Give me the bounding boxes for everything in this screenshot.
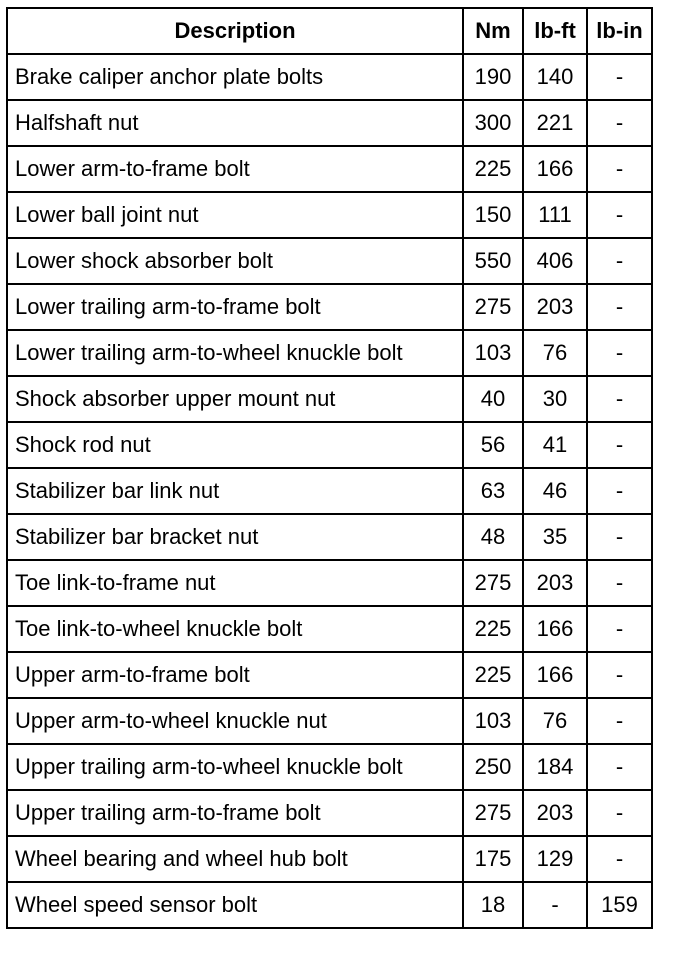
table-row (7, 376, 652, 422)
cell-nm: 18 (463, 882, 523, 928)
table-row (7, 192, 652, 238)
cell-nm: 56 (463, 422, 523, 468)
cell-description: Toe link-to-frame nut (7, 560, 463, 606)
cell-description: Upper trailing arm-to-wheel knuckle bolt (7, 744, 463, 790)
cell-description: Stabilizer bar bracket nut (7, 514, 463, 560)
cell-description: Upper arm-to-frame bolt (7, 652, 463, 698)
cell-nm: 225 (463, 146, 523, 192)
cell-nm: 275 (463, 790, 523, 836)
cell-description: Lower ball joint nut (7, 192, 463, 238)
cell-description: Shock absorber upper mount nut (7, 376, 463, 422)
header-lb-ft: lb-ft (523, 8, 587, 54)
table-row (7, 330, 652, 376)
table-row (7, 882, 652, 928)
cell-lb-in: - (587, 376, 652, 422)
cell-lb-in: - (587, 790, 652, 836)
table-header-row (7, 8, 652, 54)
cell-description: Stabilizer bar link nut (7, 468, 463, 514)
cell-lb-in: - (587, 238, 652, 284)
cell-nm: 275 (463, 560, 523, 606)
header-lb-in: lb-in (587, 8, 652, 54)
torque-spec-table (6, 7, 653, 929)
cell-lb-ft: 76 (523, 698, 587, 744)
cell-lb-in: - (587, 836, 652, 882)
cell-lb-ft: 35 (523, 514, 587, 560)
cell-lb-in: - (587, 422, 652, 468)
header-nm: Nm (463, 8, 523, 54)
cell-lb-in: - (587, 146, 652, 192)
table-row (7, 790, 652, 836)
cell-nm: 275 (463, 284, 523, 330)
table-row (7, 652, 652, 698)
cell-lb-ft: 221 (523, 100, 587, 146)
cell-lb-ft: 166 (523, 606, 587, 652)
cell-description: Lower shock absorber bolt (7, 238, 463, 284)
cell-nm: 550 (463, 238, 523, 284)
cell-description: Halfshaft nut (7, 100, 463, 146)
cell-nm: 48 (463, 514, 523, 560)
cell-description: Toe link-to-wheel knuckle bolt (7, 606, 463, 652)
cell-lb-ft: 406 (523, 238, 587, 284)
cell-lb-ft: 76 (523, 330, 587, 376)
cell-lb-ft: 203 (523, 284, 587, 330)
cell-description: Upper arm-to-wheel knuckle nut (7, 698, 463, 744)
cell-description: Wheel bearing and wheel hub bolt (7, 836, 463, 882)
table-row (7, 284, 652, 330)
cell-nm: 40 (463, 376, 523, 422)
table-row (7, 836, 652, 882)
cell-lb-ft: 184 (523, 744, 587, 790)
header-description: Description (7, 8, 463, 54)
cell-nm: 225 (463, 652, 523, 698)
cell-description: Wheel speed sensor bolt (7, 882, 463, 928)
cell-nm: 63 (463, 468, 523, 514)
cell-lb-in: - (587, 514, 652, 560)
cell-description: Lower arm-to-frame bolt (7, 146, 463, 192)
cell-lb-in: - (587, 606, 652, 652)
cell-lb-ft: 203 (523, 560, 587, 606)
cell-nm: 103 (463, 698, 523, 744)
cell-nm: 225 (463, 606, 523, 652)
table-row (7, 698, 652, 744)
cell-lb-ft: 129 (523, 836, 587, 882)
cell-lb-in: - (587, 560, 652, 606)
table-body (7, 54, 652, 928)
table-row (7, 100, 652, 146)
cell-lb-ft: 203 (523, 790, 587, 836)
cell-nm: 175 (463, 836, 523, 882)
cell-lb-ft: 111 (523, 192, 587, 238)
cell-lb-in: - (587, 652, 652, 698)
cell-nm: 300 (463, 100, 523, 146)
table-row (7, 238, 652, 284)
cell-description: Lower trailing arm-to-frame bolt (7, 284, 463, 330)
cell-lb-in: - (587, 744, 652, 790)
cell-lb-in: - (587, 284, 652, 330)
cell-nm: 150 (463, 192, 523, 238)
table-row (7, 560, 652, 606)
cell-lb-in: - (587, 468, 652, 514)
table-row (7, 514, 652, 560)
cell-lb-ft: 46 (523, 468, 587, 514)
cell-lb-in: 159 (587, 882, 652, 928)
cell-lb-ft: - (523, 882, 587, 928)
table-row (7, 744, 652, 790)
cell-lb-in: - (587, 698, 652, 744)
cell-lb-ft: 140 (523, 54, 587, 100)
table-row (7, 468, 652, 514)
cell-nm: 250 (463, 744, 523, 790)
cell-description: Brake caliper anchor plate bolts (7, 54, 463, 100)
cell-description: Lower trailing arm-to-wheel knuckle bolt (7, 330, 463, 376)
cell-lb-ft: 166 (523, 146, 587, 192)
cell-description: Upper trailing arm-to-frame bolt (7, 790, 463, 836)
table-row (7, 54, 652, 100)
cell-lb-ft: 41 (523, 422, 587, 468)
cell-lb-in: - (587, 100, 652, 146)
cell-lb-in: - (587, 54, 652, 100)
table-row (7, 146, 652, 192)
cell-nm: 190 (463, 54, 523, 100)
cell-lb-ft: 166 (523, 652, 587, 698)
cell-lb-in: - (587, 330, 652, 376)
cell-description: Shock rod nut (7, 422, 463, 468)
table-row (7, 606, 652, 652)
table-row (7, 422, 652, 468)
cell-nm: 103 (463, 330, 523, 376)
cell-lb-in: - (587, 192, 652, 238)
cell-lb-ft: 30 (523, 376, 587, 422)
